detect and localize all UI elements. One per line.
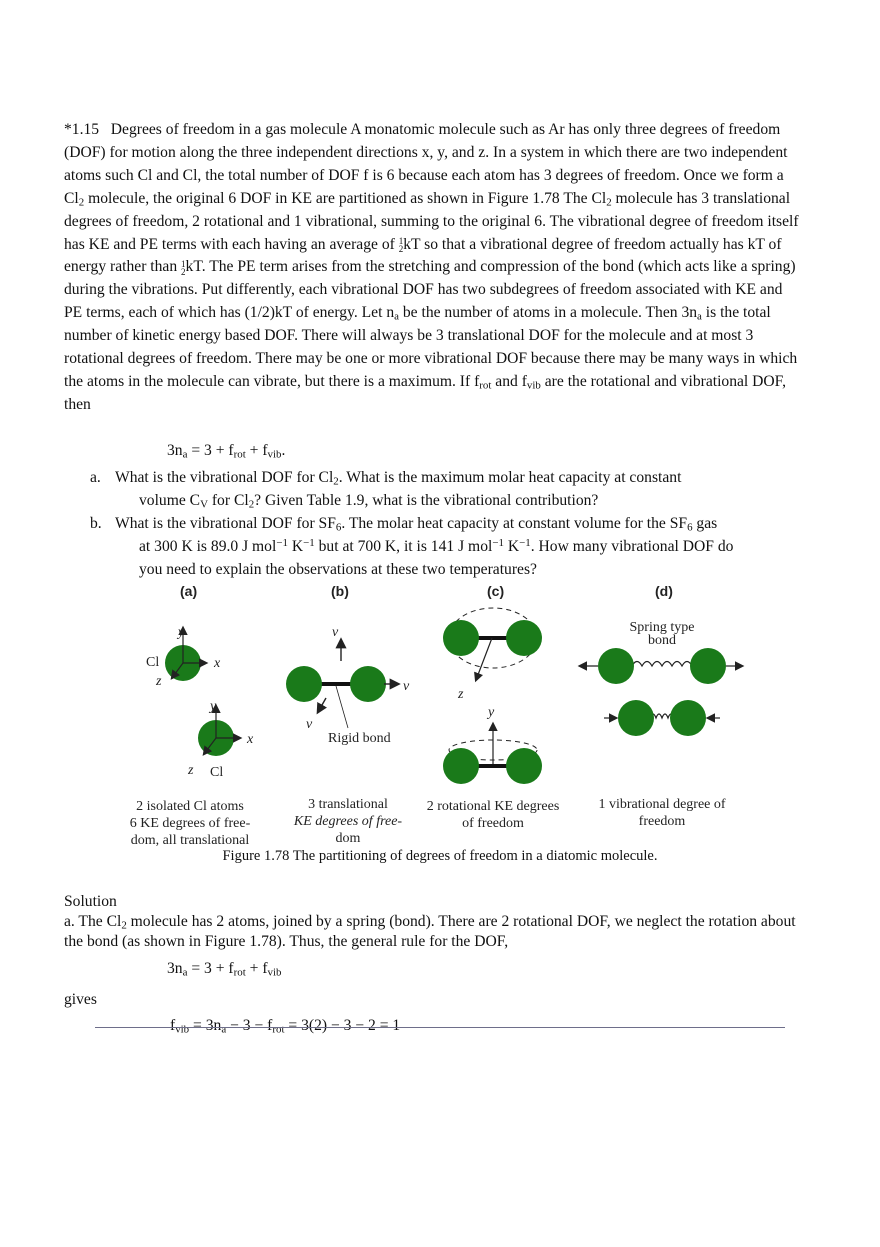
strike-line bbox=[95, 1027, 785, 1028]
svg-text:v: v bbox=[332, 625, 339, 640]
svg-text:bond: bond bbox=[648, 633, 676, 648]
atom bbox=[286, 666, 322, 702]
fvib-equation: $f_{vib} = 3n_a - 3 - f_{rot} = 3(2) - 3 - 2 = 1$ bbox=[170, 1017, 401, 1036]
svg-text:KE degrees of free-: KE degrees of free- bbox=[293, 814, 403, 829]
solution-paragraph: a. The $Cl_2$ molecule has 2 atoms, joined by a spring (bond). There are 2 rotational DOF, we neglect the rotation about the bond (as shown in Figure 1.78). Thus, the general rule for the DOF, bbox=[64, 913, 796, 950]
problem-number: *1.15 bbox=[64, 121, 100, 138]
atom bbox=[443, 748, 479, 784]
panel-d bbox=[580, 620, 742, 829]
svg-text:2 rotational KE degrees: 2 rotational KE degrees bbox=[426, 799, 560, 814]
axis-x-label: x bbox=[247, 732, 254, 747]
spring-bond-label: Spring type bbox=[629, 620, 695, 635]
dof-figure bbox=[120, 578, 780, 850]
svg-text:1 vibrational degree of: 1 vibrational degree of bbox=[598, 797, 726, 812]
solution-heading: Solution bbox=[64, 893, 117, 910]
atom-label: Cl bbox=[210, 765, 224, 780]
svg-text:6 KE degrees of free-: 6 KE degrees of free- bbox=[129, 816, 251, 831]
question-label: a. bbox=[90, 469, 101, 486]
question-a: a. What is the vibrational DOF for $Cl_2$. What is the maximum molar heat capacity at constant volume $C_V$ for $Cl_2$? Given Table 1.9, what is the vibrational contribution? bbox=[90, 469, 682, 511]
panel-a bbox=[130, 625, 254, 848]
panel-label-b: (b) bbox=[331, 583, 349, 599]
axis-y-label: y bbox=[178, 625, 185, 640]
svg-text:dom: dom bbox=[335, 831, 361, 846]
svg-text:v: v bbox=[306, 717, 313, 732]
svg-text:dom, all translational: dom, all translational bbox=[130, 833, 250, 848]
axis-x-label: x bbox=[214, 656, 221, 671]
atom bbox=[443, 620, 479, 656]
dof-equation-2: $3n_a = 3 + f_{rot} + f_{vib}$ bbox=[167, 960, 282, 979]
axis-y-label: y bbox=[210, 699, 217, 714]
atom bbox=[690, 648, 726, 684]
svg-text:v: v bbox=[403, 679, 410, 694]
svg-text:of freedom: of freedom bbox=[462, 816, 524, 831]
svg-text:z: z bbox=[458, 687, 464, 702]
problem-title: Degrees of freedom in a gas molecule bbox=[110, 121, 348, 138]
panel-label-d: (d) bbox=[655, 583, 673, 599]
question-b: b. What is the vibrational DOF for $SF_6$. The molar heat capacity at constant volume for the $SF_6$ gas at 300 K is 89.0 J mol$^{-1}$ $K^{-1}$ but at 700 K, it is 141 J mol$^{-1}$ $K^{-1}$. How many vibrational DOF do you need to explain the observations at these two temperatures? bbox=[90, 515, 734, 578]
svg-text:y: y bbox=[488, 705, 495, 720]
half-fraction: 1 2 bbox=[181, 258, 186, 277]
atom-label: Cl bbox=[146, 655, 160, 670]
figure-caption: Figure 1.78 The partitioning of degrees of freedom in a diatomic molecule. bbox=[222, 848, 658, 864]
question-label: b. bbox=[90, 515, 102, 532]
panel-label-c: (c) bbox=[487, 583, 505, 599]
gives-text: gives bbox=[64, 991, 97, 1008]
atom bbox=[598, 648, 634, 684]
atom bbox=[618, 700, 654, 736]
svg-text:freedom: freedom bbox=[638, 814, 686, 829]
svg-text:2 isolated Cl atoms: 2 isolated Cl atoms bbox=[136, 799, 244, 814]
atom bbox=[670, 700, 706, 736]
dof-equation: $3n_a = 3 + f_{rot} + f_{vib}$. bbox=[167, 442, 286, 461]
axis-z-label: z bbox=[156, 674, 162, 689]
panel-c bbox=[427, 608, 560, 831]
rigid-bond-label: Rigid bond bbox=[328, 731, 391, 746]
panel-b bbox=[286, 625, 410, 846]
axis-z-label: z bbox=[188, 763, 194, 778]
svg-text:3 translational: 3 translational bbox=[308, 797, 388, 812]
atom bbox=[350, 666, 386, 702]
half-fraction: 1 2 bbox=[398, 235, 404, 254]
atom bbox=[506, 620, 542, 656]
atom bbox=[506, 748, 542, 784]
problem-paragraph: *1.15 Degrees of freedom in a gas molecule A monatomic molecule such as Ar has only three degrees of freedom (DOF) for motion along the three independent directions x, y, and z. In a system in which there are two independent atoms such Cl and Cl, the total number of DOF f is 6 because each atom has 3 degrees of freedom. Once we form a $Cl_2$ molecule, the original 6 DOF in KE are partitioned as shown in Figure 1.78 The $Cl_2$ molecule has 3 translational degrees of freedom, 2 rotational and 1 vibrational, summing to the original 6. The vibrational degree of freedom itself has KE and PE terms with each having an average of 1 2kT so that a vibrational degree of freedom actually has kT of energy rather than 1 2kT. The PE term arises from the stretching and compression of the bond (which acts like a spring) during the vibrations. Put differently, each vibrational DOF has two subdegrees of freedom associated with KE and PE terms, each of which has (1/2)kT of energy. Let $n_a$ be the number of atoms in a molecule. Then $3n_a$ is the total number of kinetic energy based DOF. There will always be 3 translational DOF for the molecule and at most 3 rotational degrees of freedom. There may be one or more vibrational DOF because there may be many ways in which the atoms in the molecule can vibrate, but there is a maximum. If $f_{rot}$ and $f_{vib}$ are the rotational and vibrational DOF, then bbox=[64, 121, 799, 413]
panel-label-a: (a) bbox=[180, 583, 198, 599]
